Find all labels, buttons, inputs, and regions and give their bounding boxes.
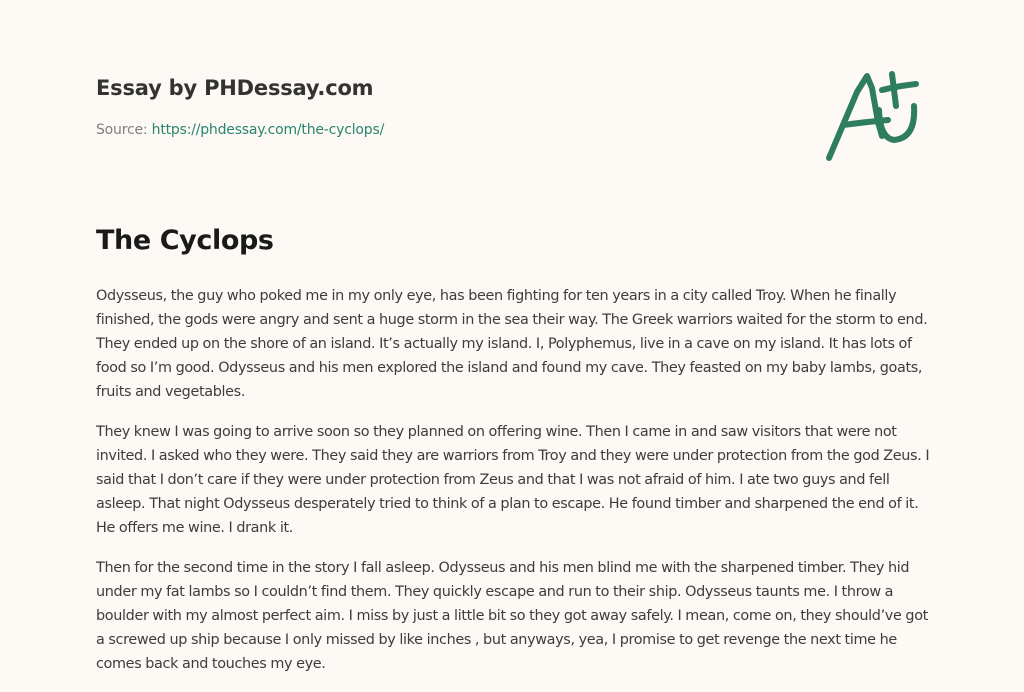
essay-paragraph: Odysseus, the guy who poked me in my only eye, has been fighting for ten years in a city called Troy. When he finally finished, the gods were angry and sent a huge storm in the sea their way. The Greek warriors waited for the storm to end. They ended up on the shore of an island. It’s actually my island. I, Polyphemus, live in a cave on my island. It has lots of food so I’m good. Odysseus and his men explored the island and found my cave. They feasted on my baby lambs, goats, fruits and vegetables. xyxy=(96,288,928,400)
site-title: Essay by PHDessay.com xyxy=(96,76,374,100)
source-line xyxy=(96,122,384,138)
essay-header xyxy=(96,76,384,138)
essay-body xyxy=(96,284,936,692)
essay-paragraph: They knew I was going to arrive soon so they planned on offering wine. Then I came in and saw visitors that were not invited. I asked who they were. They said they are warriors from Troy and they were under protection from the god Zeus. I said that I don’t care if they were under protection from Zeus and that I was not afraid of him. I ate two guys and fell asleep. That night Odysseus desperately tried to think of a plan to escape. He found timber and sharpened the end of it. He offers me wine. I drank it. xyxy=(96,424,930,536)
source-link[interactable]: https://phdessay.com/the-cyclops/ xyxy=(151,122,385,138)
essay-paragraph: Then for the second time in the story I fall asleep. Odysseus and his men blind me with the sharpened timber. They hid under my fat lambs so I couldn’t find them. They quickly escape and run to their ship. Odysseus taunts me. I throw a boulder with my almost perfect aim. I miss by just a little bit so they got away safely. I mean, come on, they should’ve got a screwed up ship because I only missed by like inches , but anyways, yea, I promise to get revenge the next time he comes back and touches my eye. xyxy=(96,560,928,672)
source-label: Source: xyxy=(96,122,152,138)
essay-title: The Cyclops xyxy=(96,225,274,256)
a-plus-grade-icon xyxy=(820,62,930,167)
